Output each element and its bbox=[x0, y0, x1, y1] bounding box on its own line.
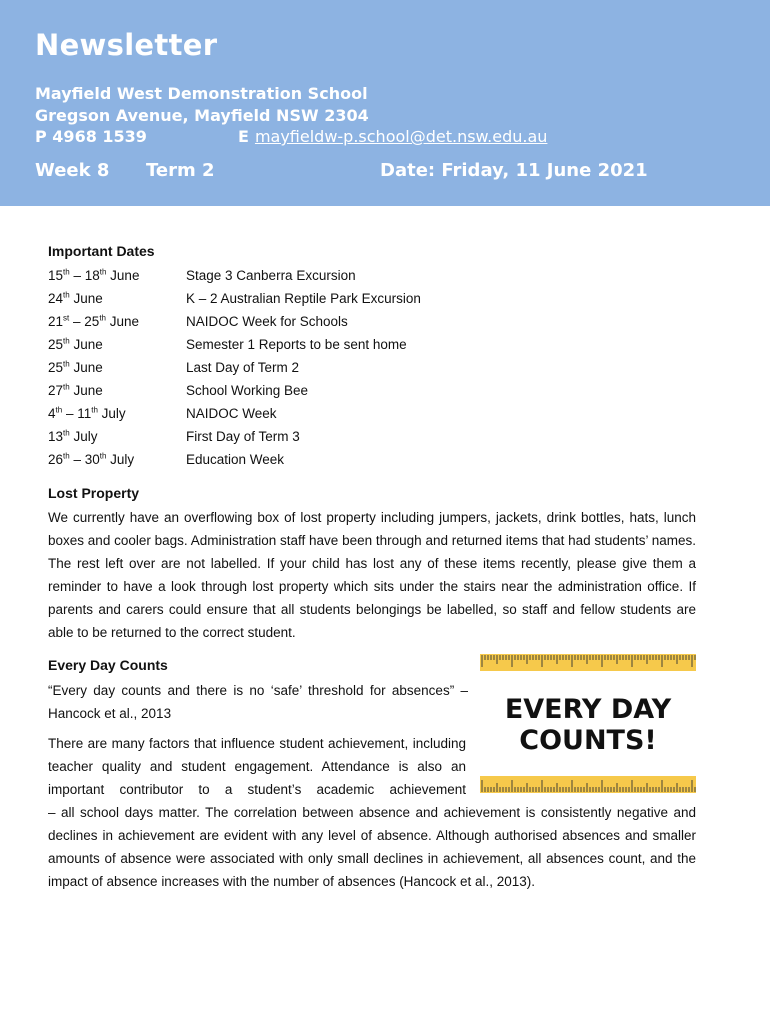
newsletter-title: Newsletter bbox=[35, 28, 218, 62]
date-part: th bbox=[63, 382, 70, 392]
date-part: th bbox=[99, 313, 106, 323]
date-part: June bbox=[69, 383, 103, 398]
date-part: 15 bbox=[48, 268, 64, 283]
date-part: June bbox=[106, 268, 140, 283]
important-dates-list bbox=[48, 266, 648, 473]
date-part: th bbox=[99, 451, 107, 461]
date-part: July bbox=[69, 429, 98, 444]
attendance-quote: “Every day counts and there is no ‘safe’ threshold for absences” – Hancock et al., 2013 bbox=[48, 683, 468, 721]
date-part: st bbox=[63, 313, 70, 323]
image-line-1: EVERY DAY bbox=[504, 694, 672, 725]
date-part: 4 bbox=[48, 406, 56, 421]
date-cell bbox=[48, 383, 103, 398]
date-part: June bbox=[69, 360, 103, 375]
date-part: – bbox=[69, 452, 85, 467]
every-day-counts-heading: Every Day Counts bbox=[48, 657, 168, 673]
ruler-top-icon bbox=[480, 654, 696, 671]
school-name: Mayfield West Demonstration School bbox=[35, 84, 368, 103]
event-cell: NAIDOC Week for Schools bbox=[186, 314, 348, 329]
date-part: – bbox=[62, 406, 78, 421]
event-cell: Education Week bbox=[186, 452, 285, 467]
date-row bbox=[48, 381, 648, 404]
email-link[interactable]: mayfieldw-p.school@det.nsw.edu.au bbox=[254, 127, 548, 146]
date-row bbox=[48, 404, 648, 427]
date-part: th bbox=[63, 336, 70, 346]
event-cell: First Day of Term 3 bbox=[186, 429, 300, 444]
ruler-bottom-icon bbox=[480, 776, 696, 793]
date-part: June bbox=[69, 337, 103, 352]
important-dates-heading: Important Dates bbox=[48, 243, 155, 259]
date-part: July bbox=[97, 406, 126, 421]
date-part: – bbox=[69, 314, 85, 329]
email-line bbox=[238, 127, 547, 146]
event-cell: Stage 3 Canberra Excursion bbox=[186, 268, 356, 283]
date-part: th bbox=[63, 451, 70, 461]
date-part: July bbox=[106, 452, 135, 467]
term-label: Term 2 bbox=[146, 160, 215, 181]
image-line-2: COUNTS! bbox=[519, 725, 657, 756]
every-day-counts-image bbox=[480, 654, 696, 794]
date-part: th bbox=[63, 428, 70, 438]
event-cell: Last Day of Term 2 bbox=[186, 360, 300, 375]
event-cell: School Working Bee bbox=[186, 383, 309, 398]
school-address: Gregson Avenue, Mayfield NSW 2304 bbox=[35, 106, 369, 125]
date-part: th bbox=[55, 405, 63, 415]
event-cell: NAIDOC Week bbox=[186, 406, 277, 421]
date-part: June bbox=[69, 291, 103, 306]
date-cell bbox=[48, 406, 126, 421]
date-part: th bbox=[63, 267, 70, 277]
date-cell bbox=[48, 337, 103, 352]
date-part: 13 bbox=[48, 429, 64, 444]
date-part: 18 bbox=[84, 268, 100, 283]
phone-number: P 4968 1539 bbox=[35, 127, 147, 146]
date-cell bbox=[48, 314, 139, 329]
newsletter-header bbox=[0, 0, 770, 206]
date-cell bbox=[48, 291, 103, 306]
date-part: th bbox=[63, 359, 70, 369]
date-row bbox=[48, 289, 648, 312]
attendance-paragraph-end: – all school days matter. The correlation between absence and achievement is consistently negative and declines in achievement are evident with any level of absence. Although authorised absences and smaller amounts of absence were associated with only small declines in achievement, all absences count, and the impact of absence increases with the number of absences (Hancock et al., 2013). bbox=[48, 805, 696, 889]
lost-property-text: We currently have an overflowing box of lost property including jumpers, jackets, drink bottles, hats, lunch boxes and cooler bags. Administration staff have been through and returned items that had students’ names. The rest left over are not labelled. If your child has lost any of these items recently, please give them a reminder to have a look through lost property which sits under the stairs near the administration office. If parents and carers could ensure that all students belongings be labelled, so staff and fellow students are able to be returned to the correct student. bbox=[48, 510, 696, 640]
lost-property-heading: Lost Property bbox=[48, 485, 140, 501]
date-part: June bbox=[105, 314, 140, 329]
every-day-counts-image-text bbox=[480, 694, 696, 756]
date-row bbox=[48, 450, 648, 473]
date-row bbox=[48, 312, 648, 335]
event-cell: Semester 1 Reports to be sent home bbox=[186, 337, 407, 352]
date-part: 25 bbox=[48, 337, 64, 352]
date-part: 21 bbox=[48, 314, 64, 329]
date-row bbox=[48, 427, 648, 450]
date-cell bbox=[48, 268, 139, 283]
date-part: 11 bbox=[77, 406, 92, 421]
email-prefix: E bbox=[238, 127, 249, 146]
date-cell bbox=[48, 452, 134, 467]
date-part: th bbox=[63, 290, 70, 300]
date-part: – bbox=[69, 268, 85, 283]
date-part: 25 bbox=[84, 314, 100, 329]
date-part: 24 bbox=[48, 291, 64, 306]
date-cell bbox=[48, 360, 103, 375]
date-part: 25 bbox=[48, 360, 64, 375]
date-cell bbox=[48, 429, 97, 444]
date-part: 30 bbox=[84, 452, 100, 467]
date-part: 26 bbox=[48, 452, 64, 467]
attendance-paragraph-start: There are many factors that influence student achievement, including teacher quality and student engagement. Attendance is also an important contributor to a student’s academic achievement bbox=[48, 736, 466, 797]
date-row bbox=[48, 335, 648, 358]
date-part: 27 bbox=[48, 383, 64, 398]
date-part: th bbox=[91, 405, 98, 415]
date-label: Date: Friday, 11 June 2021 bbox=[380, 160, 648, 181]
date-row bbox=[48, 266, 648, 289]
event-cell: K – 2 Australian Reptile Park Excursion bbox=[186, 291, 421, 306]
date-row bbox=[48, 358, 648, 381]
week-label: Week 8 bbox=[35, 160, 110, 181]
date-part: th bbox=[99, 267, 107, 277]
